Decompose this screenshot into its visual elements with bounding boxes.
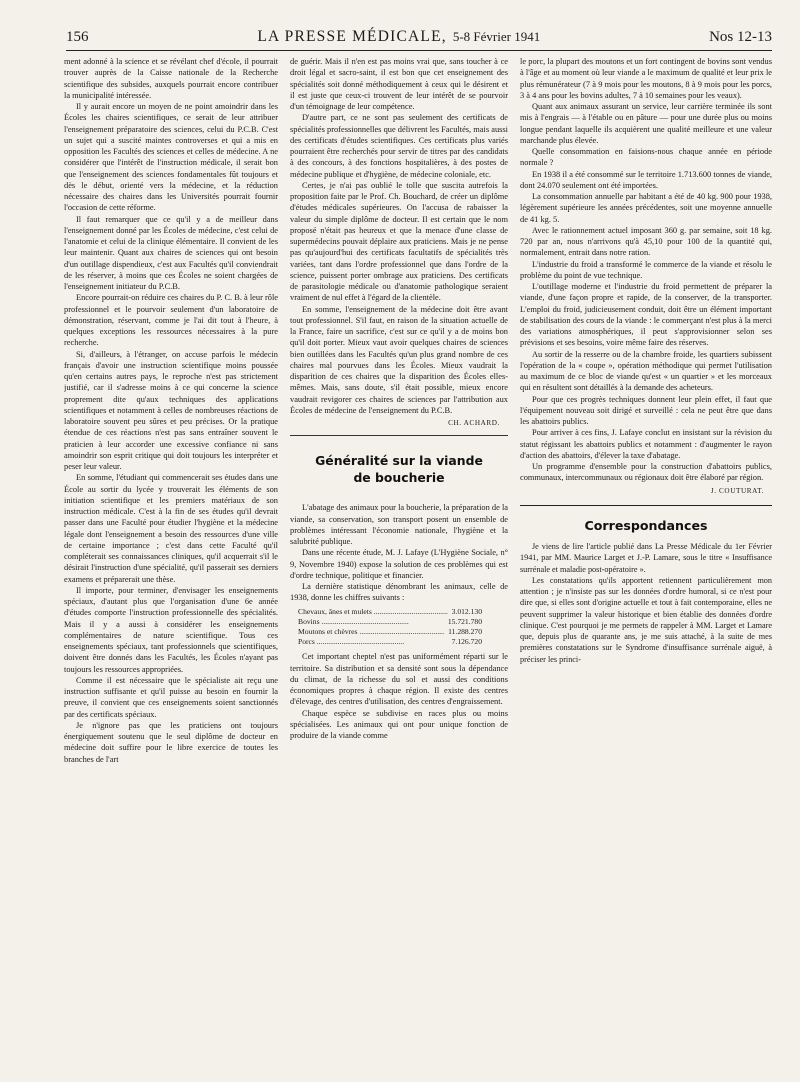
- journal-title-line: [257, 28, 540, 46]
- stat-label: Porcs .....: [298, 637, 448, 647]
- journal-name: LA PRESSE MÉDICALE,: [257, 28, 447, 45]
- paragraph: Chaque espèce se subdivise en races plus ou moins spécialisées. Les animaux qui ont pour unique fonction de produire de la viande comme: [290, 708, 508, 741]
- section-title: Correspondances: [584, 517, 708, 533]
- paragraph: Il importe, pour terminer, d'envisager les enseignements spéciaux, d'autant plus que l'organisation d'une 6e année d'études comporte l'instruction professionnelle des spécialités. Mais il y a aussi à considérer les enseignements complémentaires de nature scientifique. Tous ces enseignements spéciaux, tant professionnels que scientifiques, doivent être donnés dans les Facultés, les Écoles n'ayant pas toujours les ressources appropriées.: [64, 585, 278, 674]
- paragraph: En 1938 il a été consommé sur le territoire 1.713.600 tonnes de viande, dont 24.070 seulement ont été importées.: [520, 169, 772, 190]
- column-3: [520, 56, 772, 1072]
- paragraph: Encore pourrait-on réduire ces chaires du P. C. B. à leur rôle professionnel et le pourvoir seulement d'un laboratoire de démonstration, réservant, comme je l'ai dit tout à l'heure, à quelques exceptions les ressources nécessaires à la pure recherche.: [64, 293, 278, 348]
- article-title-line: Généralité sur la viande: [315, 453, 483, 469]
- paragraph: Les constatations qu'ils apportent retiennent particulièrement mon attention ; je n'insiste pas sur les données d'ordre humoral, si ce n'est pour dire que, si elles sont d'origine actuelle et tout à fait contemporaine, elles ne peuvent supprimer la valeur historique et bien établie des données d'ordre clinique. C'est pourquoi je me permets de rappeler à MM. Larget et Lamare que, depuis plus de quarante ans, je me suis attaché, à la suite de mes premières constatations sur le Syndrome d'insuffisance surrénale aiguë, à préciser les princi-: [520, 575, 772, 664]
- paragraph: Un programme d'ensemble pour la construction d'abattoirs publics, communaux, intercommunaux ou régionaux doit être élaboré par région.: [520, 462, 772, 483]
- stat-row: [298, 637, 508, 647]
- correspondance-section: [520, 541, 772, 665]
- stat-value: 11.288.270: [448, 626, 482, 636]
- issue-number: Nos 12-13: [709, 29, 772, 45]
- paragraph: L'outillage moderne et l'industrie du froid permettent de préparer la viande, d'une façon propre et rapide, de la conserver, de la transporter. L'emploi du froid, judicieusement conduit, doit être un élément important de stabilisation des cours de la viande : le commerçant n'est plus à la merci des variations atmosphériques, il peut s'approvisionner selon ses prévisions et ses besoins, voire même faire des réserves.: [520, 282, 772, 348]
- article-title: [290, 452, 508, 486]
- article-divider: [290, 435, 508, 436]
- stat-row: [298, 607, 508, 617]
- paragraph: de guérir. Mais il n'en est pas moins vrai que, sans toucher à ce droit légal et sacro-saint, il est bon que cet enseignement des spécialités soit donné méthodiquement à ceux qui le désirent et il est juste que ceux-ci trouvent de leur intérêt de se pourvoir d'un témoignage de leur compétence.: [290, 57, 508, 111]
- paragraph: En somme, l'étudiant qui commencerait ses études dans une École au sortir du lycée y trouverait les éléments de son initiation scientifique et les premiers matériaux de son instruction médicale. C'est à la fin de ses études qu'il devrait passer dans une Faculté pour étudier l'hygiène et la médecine légale dont l'enseignement a besoin des ressources d'une ville de certaine importance ; c'est dans cette Faculté qu'il compléterait ses connaissances cliniques, qu'il acquerrait s'il le désirait l'instruction d'une spécialité, qu'il passerait ses derniers examens et préparerait une thèse.: [64, 473, 278, 584]
- paragraph: Avec le rationnement actuel imposant 360 g. par semaine, soit 18 kg. 720 par an, nous n'arrivons qu'à 45,10 pour 100 de la quantité qui, normalement, entrait dans notre ration.: [520, 225, 772, 258]
- paragraph: Cet important cheptel n'est pas uniformément réparti sur le territoire. Sa distribution et sa densité sont sous la dépendance du climat, de la richesse du sol et aussi des conditions économiques propres à chaque région. Il existe des centres d'élevage, des centres d'utilisation, des centres d'engraissement.: [290, 652, 508, 707]
- paragraph: Quant aux animaux assurant un service, leur carrière terminée ils sont mis à l'engrais — à l'étable ou en pâture — pour une durée plus ou moins longue pendant laquelle ils acquièrent une qualité meilleure et une valeur marchande plus élevée.: [520, 102, 772, 145]
- paragraph: Pour que ces progrès techniques donnent leur plein effet, il faut que l'équipement nouveau soit dirigé et surveillé : cela ne peut être que dans les abattoirs publics.: [520, 394, 772, 426]
- paragraph: Il faut remarquer que ce qu'il y a de meilleur dans l'enseignement donné par les Écoles de médecine, c'est celui de l'anatomie et celui de la clinique élémentaire. Il convient de les leur maintenir. Quant aux chaires de sciences qui ont besoin d'un outillage dispendieux, c'est aux Facultés qu'il conviendrait de les réserver, à moins que ces Écoles ne soient chargées de l'enseignement initiateur du P.C.B.: [64, 214, 278, 291]
- stat-label: Bovins .....: [298, 617, 444, 627]
- issue-date: 5-8 Février 1941: [452, 29, 541, 44]
- paragraph: Je viens de lire l'article publié dans La Presse Médicale du 1er Février 1941, par MM. Maurice Larget et J.-P. Lamare, sous le titre « Insuffisance surrénale et maladie post-opératoire ».: [520, 542, 772, 574]
- paragraph: Je n'ignore pas que les praticiens ont toujours énergiquement soutenu que le seul diplôme de docteur en médecine doit suffire pour le libre exercice de toutes les branches de l'art: [64, 720, 278, 764]
- paragraph: Dans une récente étude, M. J. Lafaye (L'Hygiène Sociale, n° 9, Novembre 1940) expose la solution de ces problèmes qui est d'ordre technique, politique et financier.: [290, 548, 508, 580]
- article-title-line: de boucherie: [353, 470, 445, 486]
- stat-value: 7.126.720: [451, 637, 482, 647]
- page-number: 156: [66, 29, 89, 45]
- stat-label: Chevaux, ânes et mulets .....: [298, 607, 448, 617]
- author-signature: J. COUTURAT.: [710, 486, 764, 495]
- paragraph: ment adonné à la science et se révélant chef d'école, il pourrait trouver auprès de la Caisse nationale de la Recherche scientifique des subsides, auxquels pourrait encore contribuer la municipalité intéressée.: [64, 57, 278, 100]
- paragraph: En somme, l'enseignement de la médecine doit être avant tout professionnel. S'il faut, en raison de la situation actuelle de la France, faire un sacrifice, c'est sur ce qu'il y a de moins bon qu'il doit porter. Mieux vaut avoir quelques chaires de sciences bien outillées dans les Facultés qu'un plus grand nombre de ces chaires mal pourvues dans les Écoles. Mieux vaudrait la disparition de ces chaires que la disparition des Écoles elles-mêmes. Mais, sans doute, s'il était possible, mieux encore vaudrait revigorer ces chaires de sciences par l'attribution aux Écoles de médecine de l'enseignement du P.C.B.: [290, 304, 508, 415]
- stat-value: 15.721.780: [447, 616, 482, 626]
- stat-row: [298, 627, 508, 637]
- paragraph: La dernière statistique dénombrant les animaux, celle de 1938, donne les chiffres suivants :: [290, 582, 508, 603]
- paragraph: D'autre part, ce ne sont pas seulement des certificats de spécialités professionnelles que délivrent les Facultés, mais aussi des certificats d'études scientifiques. Ces certificats plus variés pourraient être recherchés pour servir de titres par des candidats à des concours, à des fonctions hospitalières, à des postes de médecine publique et d'hygiène, de médecine coloniale, etc.: [290, 113, 508, 179]
- paragraph: Certes, je n'ai pas oublié le tolle que suscita autrefois la proposition faite par le Prof. Ch. Bouchard, de créer un diplôme d'études médicales supérieures. On l'accusa de rabaisser la valeur du simple diplôme de docteur. Il est certain que le nom proposé n'était pas heureux et que la menace d'une classe de supermédecins pouvait déplaire aux praticiens. Mais je ne pense pas qu'aujourd'hui des certificats facultatifs de spécialités très variées, tant dans l'ordre professionnel que dans l'ordre de la science, puissent porter ombrage aux praticiens. Des certificats de parasitologie médicale ou d'anatomie pathologique seraient vraiment de nul effet à l'égard de la clientèle.: [290, 180, 508, 303]
- column-1: [64, 56, 278, 1072]
- stat-label: Moutons et chèvres .....: [298, 627, 444, 637]
- paragraph: Au sortir de la resserre ou de la chambre froide, les quartiers subissent l'opération de la « coupe », opération méthodique qui permet l'utilisation au maximum de ce bloc de viande qu'est « un quartier » et les morceaux qui en résultent sont détaillés à la demande des acheteurs.: [520, 349, 772, 393]
- paragraph: Pour arriver à ces fins, J. Lafaye conclut en insistant sur la révision du statut régissant les abattoirs publics et notamment : d'augmenter le rayon d'action des abattoirs, d'élever la taxe d'abatage.: [520, 428, 772, 460]
- paragraph: La consommation annuelle par habitant a été de 40 kg. 900 pour 1938, légèrement supérieure les années précédentes, soit une moyenne annuelle de 41 kg. 5.: [520, 192, 772, 224]
- author-signature: CH. ACHARD.: [448, 419, 500, 427]
- stat-value: 3.012.130: [451, 606, 482, 616]
- paragraph: Quelle consommation en faisions-nous chaque année en période normale ?: [520, 147, 772, 168]
- section-divider: [520, 505, 772, 506]
- column-2: [290, 56, 508, 1072]
- paragraph: Il y aurait encore un moyen de ne point amoindrir dans les Écoles les chaires scientifiques, ce serait de leur attribuer l'enseignement préparatoire des sciences, celui du P.C.B. C'est un sujet qui a suscité maintes controverses et qui a mis en opposition les Facultés des sciences et celles de médecine. A ne considérer que l'intérêt de l'instruction médicale, il serait bon que l'enseignement des sciences fondamentales fût toujours et dès le début, orienté vers la médecine, et la réduction nécessaire des chaires dans les Universités pourrait fournir l'occasion de cette réforme.: [64, 102, 278, 213]
- paragraph: Si, d'ailleurs, à l'étranger, on accuse parfois le médecin français d'avoir une instruction scientifique moins poussée qu'en certains autres pays, le reproche n'est pas strictement justifié, car il s'adresse moins à ce qui concerne la science proprement dite qu'aux techniques des applications scientifiques et notamment à celles de nombreuses réactions de laboratoire souvent peu sûres et peu précises. Or la pratique étendue de ces réactions n'est pas sans entraîner souvent le praticien à leur accorder une excessive confiance ni sans amoindrir son esprit critique qui doit toujours les interpréter et peser leur valeur.: [64, 349, 278, 471]
- paragraph: L'industrie du froid a transformé le commerce de la viande et résolu le problème du point de vue technique.: [520, 259, 772, 280]
- header-rule: [66, 50, 772, 51]
- page-header: [66, 28, 772, 48]
- paragraph: L'abatage des animaux pour la boucherie, la préparation de la viande, sa conservation, son transport posent un ensemble de problèmes intéressant l'économie nationale, l'hygiène et la salubrité publique.: [290, 503, 508, 546]
- stat-row: [298, 617, 508, 627]
- paragraph: Comme il est nécessaire que le spécialiste ait reçu une instruction suffisante et qu'il puisse au besoin en fournir la preuve, il convient que ces enseignements soient sanctionnés par des certificats spéciaux.: [64, 675, 278, 719]
- paragraph: le porc, la plupart des moutons et un fort contingent de bovins sont vendus à l'âge et au moment où leur viande a le maximum de qualité et leur prix le plus rémunérateur (7 à 9 mois pour les moutons, 8 à 9 mois pour les porcs, 3 à 4 ans pour les bovins adultes, 7 à 10 semaines pour les veaux).: [520, 57, 772, 100]
- livestock-statistics: [298, 607, 508, 648]
